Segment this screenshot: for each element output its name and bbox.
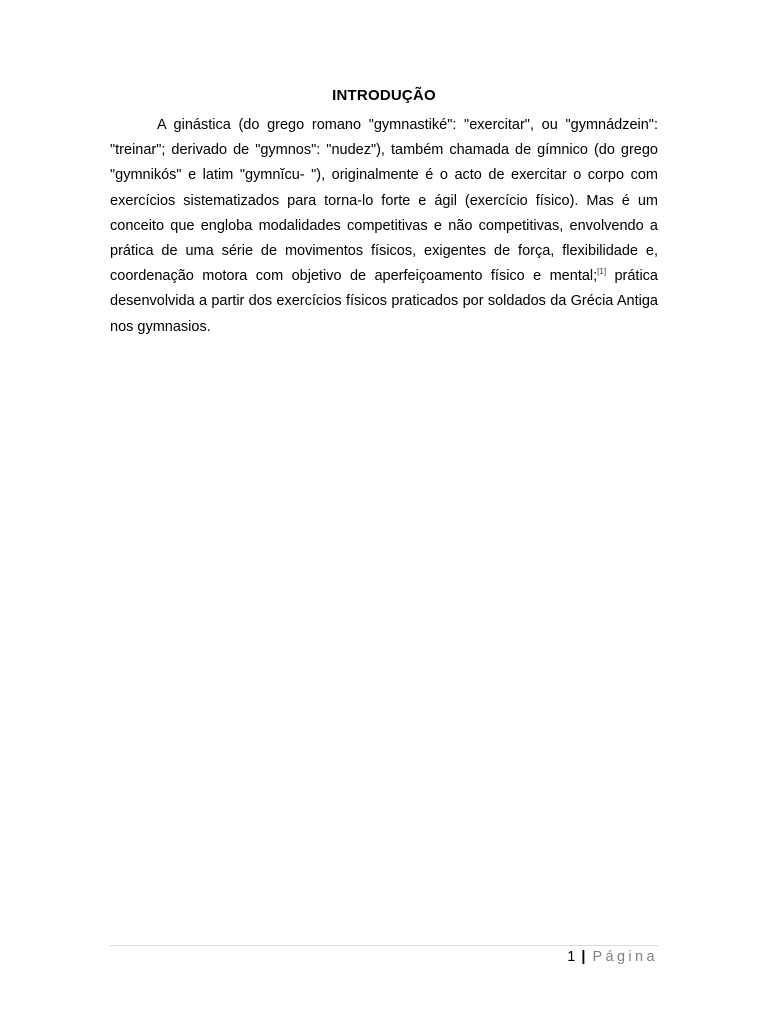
page-label: Página — [592, 949, 658, 965]
paragraph-text-part-2: prática desenvolvida a partir dos exercícios físicos praticados por soldados da Grécia Antiga nos gymnasios. — [110, 268, 658, 335]
footer-separator: | — [581, 949, 586, 965]
footer-divider — [110, 945, 658, 946]
footnote-reference[interactable]: [1] — [597, 267, 607, 277]
page-title: INTRODUÇÃO — [332, 87, 436, 104]
paragraph-text-part-1: A ginástica (do grego romano "gymnastiké": "exercitar", ou "gymnádzein": "treinar"; derivado de "gymnos": "nudez"), também chamada de gímnico (do grego "gymnikós" e latim "gymnĭcu- "), originalmente é o acto de exercitar o corpo com exercícios sistematizados para torna-lo forte e ágil (exercício físico). Mas é um conceito que engloba modalidades competitivas e não competitivas, envolvendo a prática de uma série de movimentos físicos, exigentes de força, flexibilidade e, coordenação motora com objetivo de aperfeiçoamento físico e mental; — [110, 117, 658, 285]
intro-paragraph — [110, 113, 658, 340]
page-footer — [567, 947, 658, 967]
page-number: 1 — [567, 949, 576, 965]
